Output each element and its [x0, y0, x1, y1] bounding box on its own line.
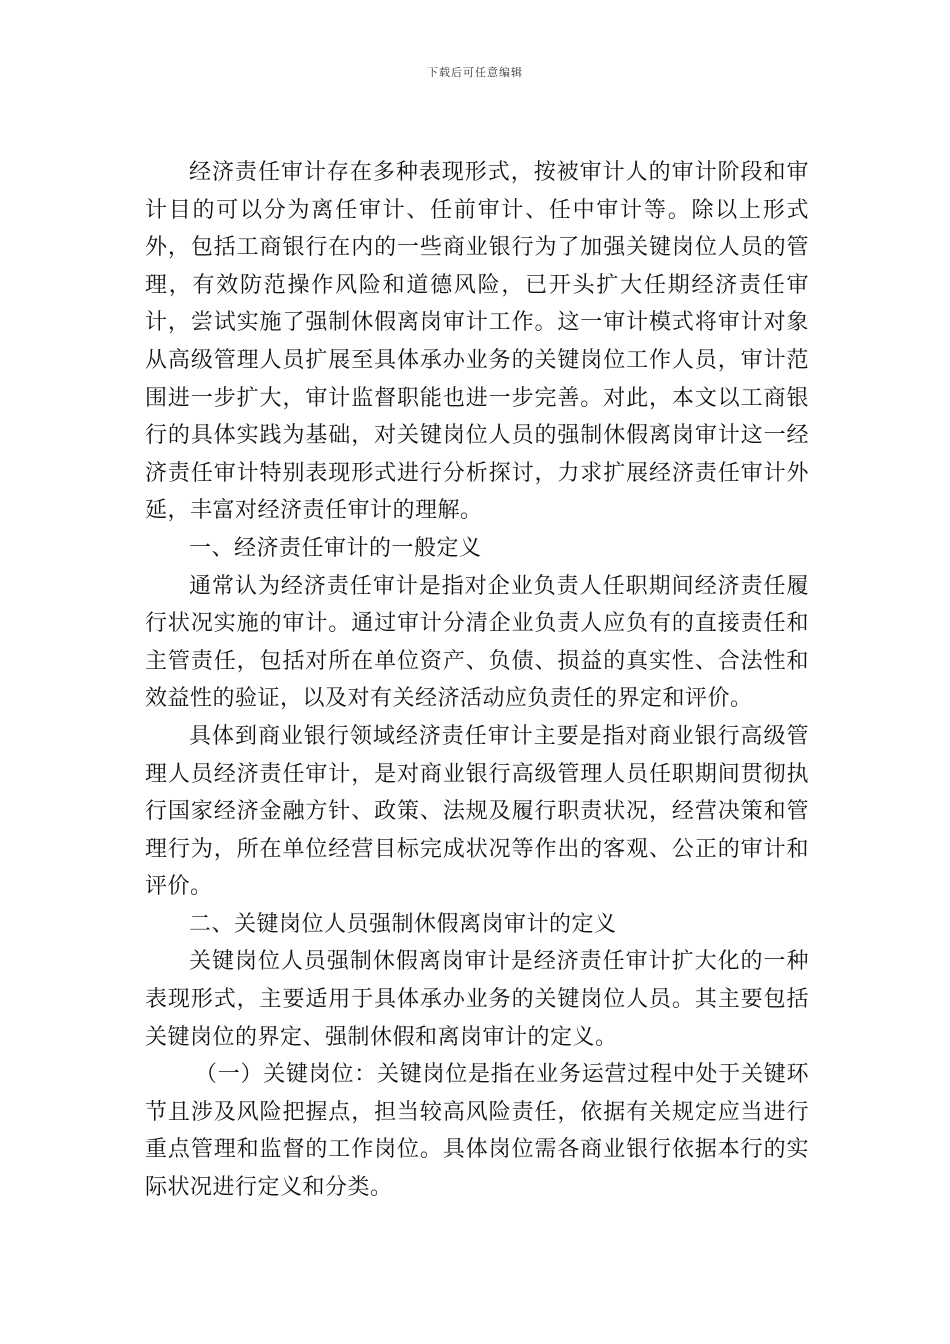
document-body: [145, 154, 809, 1207]
paragraph-intro: 经济责任审计存在多种表现形式，按被审计人的审计阶段和审计目的可以分为离任审计、任前审计、任中审计等。除以上形式外，包括工商银行在内的一些商业银行为了加强关键岗位人员的管理，有效防范操作风险和道德风险，已开头扩大任期经济责任审计，尝试实施了强制休假离岗审计工作。这一审计模式将审计对象从高级管理人员扩展至具体承办业务的关键岗位工作人员，审计范围进一步扩大，审计监督职能也进一步完善。对此，本文以工商银行的具体实践为基础，对关键岗位人员的强制休假离岗审计这一经济责任审计特别表现形式进行分析探讨，力求扩展经济责任审计外延，丰富对经济责任审计的理解。: [145, 160, 809, 524]
section-heading-2: 二、关键岗位人员强制休假离岗审计的定义: [189, 911, 617, 937]
paragraph-bank-audit: 具体到商业银行领域经济责任审计主要是指对商业银行高级管理人员经济责任审计，是对商业银行高级管理人员任职期间贯彻执行国家经济金融方针、政策、法规及履行职责状况，经营决策和管理行为，所在单位经营目标完成状况等作出的客观、公正的审计和评价。: [145, 723, 809, 900]
paragraph-key-position: （一）关键岗位：关键岗位是指在业务运营过程中处于关键环节且涉及风险把握点，担当较高风险责任，依据有关规定应当进行重点管理和监督的工作岗位。具体岗位需各商业银行依据本行的实际状况进行定义和分类。: [145, 1062, 809, 1201]
page-header: 下载后可任意编辑: [427, 66, 523, 79]
paragraph-mandatory-leave: 关键岗位人员强制休假离岗审计是经济责任审计扩大化的一种表现形式，主要适用于具体承办业务的关键岗位人员。其主要包括关键岗位的界定、强制休假和离岗审计的定义。: [145, 949, 809, 1050]
section-heading-1: 一、经济责任审计的一般定义: [189, 535, 482, 561]
paragraph-definition: 通常认为经济责任审计是指对企业负责人任职期间经济责任履行状况实施的审计。通过审计分清企业负责人应负有的直接责任和主管责任，包括对所在单位资产、负债、损益的真实性、合法性和效益性的验证，以及对有关经济活动应负责任的界定和评价。: [145, 573, 809, 712]
